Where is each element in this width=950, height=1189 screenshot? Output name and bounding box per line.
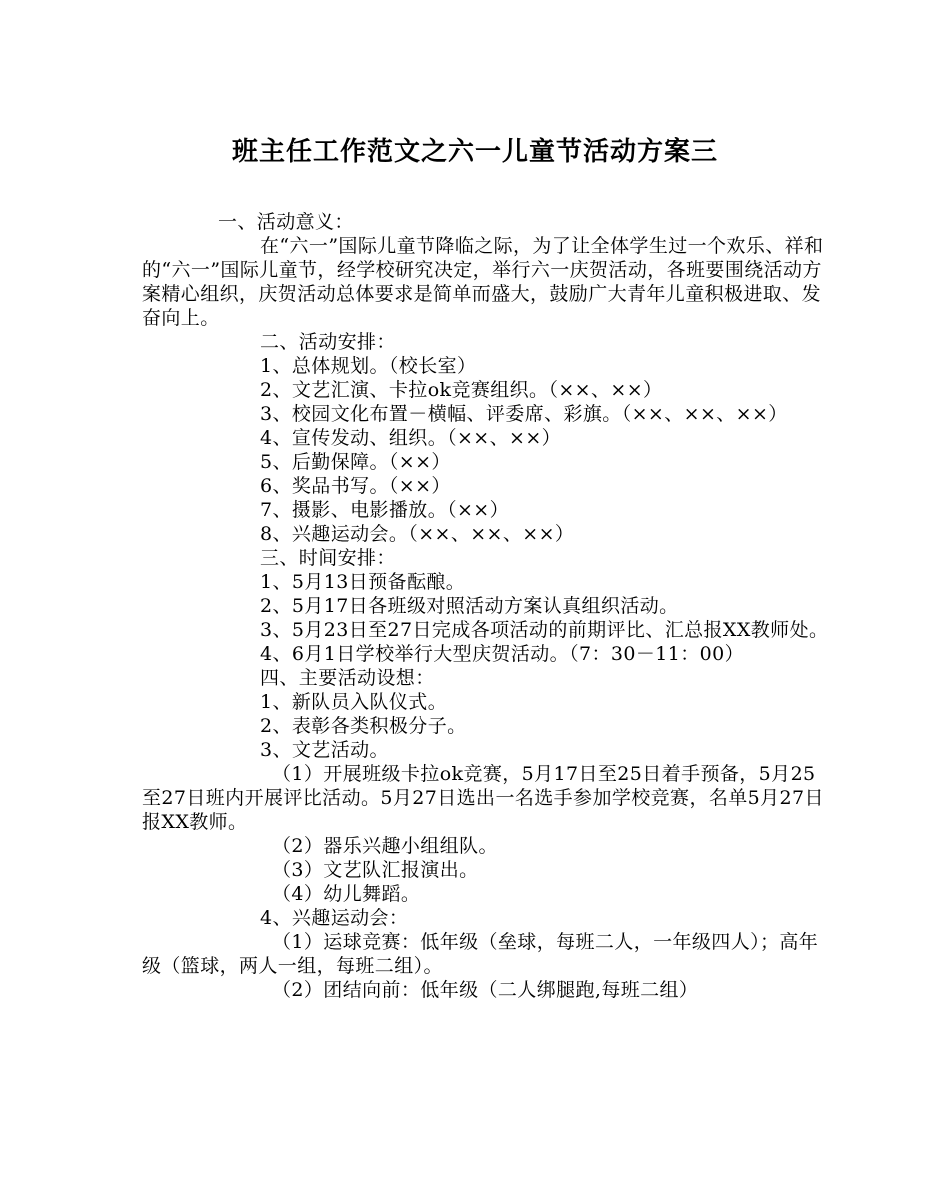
paragraph: 3、校园文化布置－横幅、评委席、彩旗。（××、××、××） [260, 403, 788, 425]
paragraph: 一、活动意义： [218, 211, 354, 233]
paragraph: 2、5月17日各班级对照活动方案认真组织活动。 [260, 595, 679, 617]
paragraph: 二、活动安排： [260, 331, 396, 353]
paragraph: 3、文艺活动。 [260, 739, 389, 761]
sub-item-paragraph: （1）开展班级卡拉ok竞赛，5月17日至25日着手预备，5月25至27日班内开展评比活动。5月27日选出一名选手参加学校竞赛，名单5月27日报XX教师。 [142, 763, 824, 833]
paragraph: 8、兴趣运动会。（××、××、××） [260, 523, 575, 545]
paragraph: 三、时间安排： [260, 547, 396, 569]
paragraph: 在“六一”国际儿童节降临之际，为了让全体学生过一个欢乐、祥和的“六一”国际儿童节，经学校研究决定，举行六一庆贺活动，各班要围绕活动方案精心组织，庆贺活动总体要求是简单而盛大，鼓励广大青年儿童积极进取、发奋向上。 [142, 235, 824, 329]
paragraph: 2、文艺汇演、卡拉ok竞赛组织。（××、××） [260, 379, 663, 401]
paragraph: 3、5月23日至27日完成各项活动的前期评比、汇总报XX教师处。 [260, 619, 829, 641]
paragraph: 四、主要活动设想： [260, 667, 435, 689]
sub-item-paragraph: （2）团结向前：低年级（二人绑腿跑,每班二组） [272, 979, 699, 1001]
document-title: 班主任工作范文之六一儿童节活动方案三 [231, 137, 718, 167]
sub-item-paragraph: （3）文艺队汇报演出。 [272, 859, 479, 881]
paragraph: 7、摄影、电影播放。（××） [260, 499, 510, 521]
paragraph: 1、总体规划。（校长室） [260, 355, 477, 377]
paragraph: 4、6月1日学校举行大型庆贺活动。（7：30－11：00） [260, 643, 744, 665]
paragraph: 1、新队员入队仪式。 [260, 691, 448, 713]
paragraph: 5、后勤保障。（××） [260, 451, 451, 473]
paragraph: 2、表彰各类积极分子。 [260, 715, 467, 737]
paragraph: 6、奖品书写。（××） [260, 475, 451, 497]
sub-item-paragraph: （1）运球竞赛：低年级（垒球，每班二人，一年级四人）；高年级（篮球，两人一组，每班二组）。 [142, 931, 819, 977]
sub-item-paragraph: （2）器乐兴趣小组组队。 [272, 835, 498, 857]
sub-item-paragraph: （4）幼儿舞蹈。 [272, 883, 421, 905]
paragraph: 4、宣传发动、组织。（××、××） [260, 427, 562, 449]
document-body [142, 210, 830, 1002]
paragraph: 1、5月13日预备酝酿。 [260, 571, 466, 593]
paragraph: 4、兴趣运动会： [260, 907, 409, 929]
